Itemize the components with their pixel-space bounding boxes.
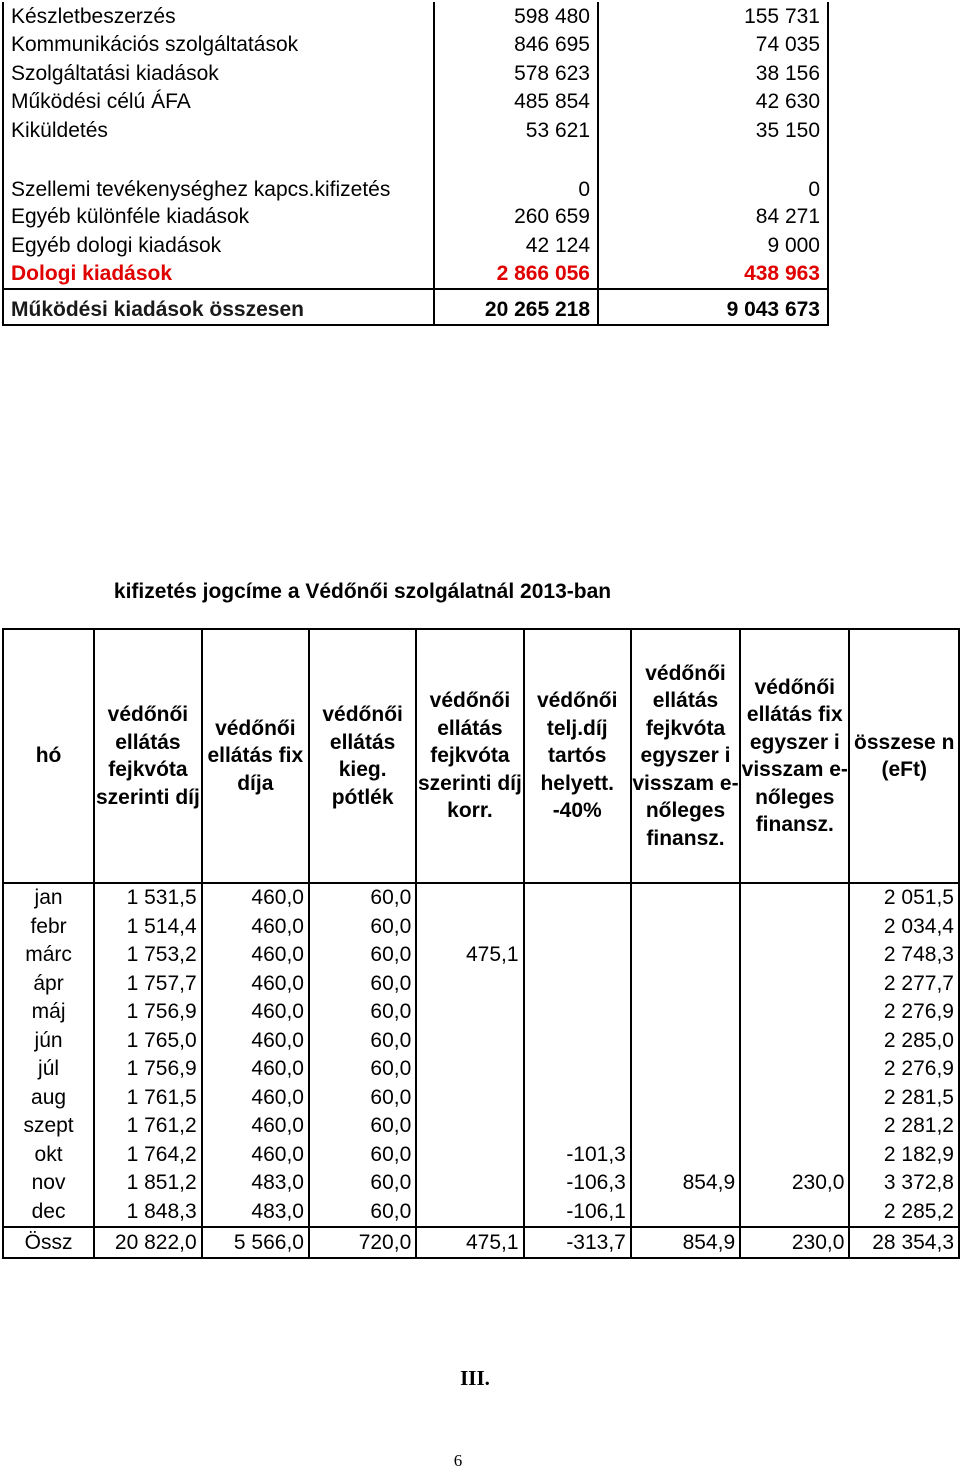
month-cell: jan (3, 883, 94, 913)
value-cell (740, 1084, 849, 1113)
row-label: Egyéb különféle kiadások (3, 203, 434, 232)
value-cell (416, 998, 523, 1027)
table-row (3, 1112, 959, 1141)
row-value: 84 271 (598, 203, 828, 232)
table-row (3, 260, 828, 289)
table-row (3, 116, 828, 145)
month-cell: júl (3, 1055, 94, 1084)
value-cell: 2 285,2 (849, 1198, 959, 1228)
value-cell (524, 941, 631, 970)
value-cell (524, 998, 631, 1027)
total-value: -313,7 (524, 1227, 631, 1258)
value-cell: 475,1 (416, 941, 523, 970)
table-row (3, 970, 959, 999)
table-row (3, 913, 959, 942)
value-cell: 2 277,7 (849, 970, 959, 999)
value-cell (740, 1027, 849, 1056)
value-cell (416, 883, 523, 913)
value-cell (631, 1112, 740, 1141)
value-cell: 483,0 (202, 1198, 309, 1228)
column-header: védőnői ellátás fejkvóta egyszer i visszam e-nőleges finansz. (631, 629, 740, 883)
table-row (3, 203, 828, 232)
row-value: 155 731 (598, 2, 828, 31)
row-value: 578 623 (434, 59, 598, 88)
column-header: védőnői ellátás kieg. pótlék (309, 629, 416, 883)
total-value: 28 354,3 (849, 1227, 959, 1258)
table-row (3, 1027, 959, 1056)
value-cell: 483,0 (202, 1169, 309, 1198)
page-number: 6 (453, 1451, 463, 1470)
value-cell: 460,0 (202, 1084, 309, 1113)
table-row (3, 59, 828, 88)
column-header: összese n (eFt) (849, 629, 959, 883)
value-cell: 60,0 (309, 1055, 416, 1084)
value-cell: 460,0 (202, 1112, 309, 1141)
value-cell (416, 1198, 523, 1228)
month-cell: dec (3, 1198, 94, 1228)
month-cell: aug (3, 1084, 94, 1113)
month-cell: okt (3, 1141, 94, 1170)
value-cell (631, 1084, 740, 1113)
value-cell: 854,9 (631, 1169, 740, 1198)
row-value: 20 265 218 (434, 289, 598, 325)
column-header: védőnői ellátás fejkvóta szerinti díj (94, 629, 202, 883)
expenses-table (2, 2, 829, 326)
table-row (3, 31, 828, 60)
value-cell: 2 281,5 (849, 1084, 959, 1113)
month-cell: szept (3, 1112, 94, 1141)
value-cell: 1 757,7 (94, 970, 202, 999)
table-row (3, 941, 959, 970)
value-cell: 1 514,4 (94, 913, 202, 942)
value-cell: 1 765,0 (94, 1027, 202, 1056)
column-header: védőnői telj.díj tartós helyett. -40% (524, 629, 631, 883)
monthly-payments-table (2, 628, 960, 1259)
value-cell (524, 1055, 631, 1084)
value-cell (416, 1141, 523, 1170)
value-cell (524, 1112, 631, 1141)
row-label: Szolgáltatási kiadások (3, 59, 434, 88)
row-label: Kommunikációs szolgáltatások (3, 31, 434, 60)
row-value: 598 480 (434, 2, 598, 31)
value-cell: 460,0 (202, 1141, 309, 1170)
table-row (3, 1169, 959, 1198)
month-cell: ápr (3, 970, 94, 999)
value-cell: 60,0 (309, 1084, 416, 1113)
row-label: Egyéb dologi kiadások (3, 231, 434, 260)
value-cell (524, 883, 631, 913)
row-value: 485 854 (434, 88, 598, 117)
value-cell: 2 748,3 (849, 941, 959, 970)
value-cell (740, 1055, 849, 1084)
row-label: Dologi kiadások (3, 260, 434, 289)
row-value: 260 659 (434, 203, 598, 232)
value-cell: 60,0 (309, 883, 416, 913)
table-header-row (3, 629, 959, 883)
value-cell: 2 276,9 (849, 1055, 959, 1084)
row-value: 9 000 (598, 231, 828, 260)
row-value: 53 621 (434, 116, 598, 145)
row-value: 0 (598, 145, 828, 203)
value-cell (631, 941, 740, 970)
value-cell: 1 761,5 (94, 1084, 202, 1113)
row-value: 38 156 (598, 59, 828, 88)
value-cell: 1 756,9 (94, 998, 202, 1027)
value-cell: 1 761,2 (94, 1112, 202, 1141)
value-cell: 460,0 (202, 941, 309, 970)
column-header: védőnői ellátás fejkvóta szerinti díj korr. (416, 629, 523, 883)
value-cell: 2 051,5 (849, 883, 959, 913)
value-cell (524, 913, 631, 942)
value-cell (416, 1112, 523, 1141)
row-value: 9 043 673 (598, 289, 828, 325)
value-cell: 60,0 (309, 941, 416, 970)
column-header: védőnői ellátás fix díja (202, 629, 309, 883)
total-value: 230,0 (740, 1227, 849, 1258)
value-cell: 60,0 (309, 1169, 416, 1198)
value-cell (416, 913, 523, 942)
value-cell: 1 848,3 (94, 1198, 202, 1228)
column-header: védőnői ellátás fix egyszer i visszam e-nőleges finansz. (740, 629, 849, 883)
column-header: hó (3, 629, 94, 883)
chapter-mark: III. (460, 1366, 490, 1390)
value-cell: 3 372,8 (849, 1169, 959, 1198)
row-label: Készletbeszerzés (3, 2, 434, 31)
total-value: 5 566,0 (202, 1227, 309, 1258)
value-cell (524, 1084, 631, 1113)
row-value: 2 866 056 (434, 260, 598, 289)
value-cell (416, 1027, 523, 1056)
table-row (3, 1141, 959, 1170)
table-row (3, 231, 828, 260)
value-cell (631, 1027, 740, 1056)
total-value: 475,1 (416, 1227, 523, 1258)
value-cell: -101,3 (524, 1141, 631, 1170)
month-cell: febr (3, 913, 94, 942)
value-cell: 60,0 (309, 970, 416, 999)
value-cell: -106,1 (524, 1198, 631, 1228)
value-cell: 60,0 (309, 1141, 416, 1170)
row-label: Szellemi tevékenységhez kapcs.kifizetés (3, 145, 434, 203)
table-row (3, 883, 959, 913)
value-cell (631, 1141, 740, 1170)
value-cell: 460,0 (202, 998, 309, 1027)
table-row (3, 1055, 959, 1084)
row-label: Kiküldetés (3, 116, 434, 145)
value-cell (740, 970, 849, 999)
value-cell (740, 1112, 849, 1141)
value-cell (631, 883, 740, 913)
table-row (3, 2, 828, 31)
value-cell: 460,0 (202, 1055, 309, 1084)
value-cell: 2 034,4 (849, 913, 959, 942)
row-value: 846 695 (434, 31, 598, 60)
value-cell (740, 1198, 849, 1228)
value-cell: 1 756,9 (94, 1055, 202, 1084)
table-row (3, 1198, 959, 1228)
value-cell: 1 851,2 (94, 1169, 202, 1198)
row-label: Működési kiadások összesen (3, 289, 434, 325)
row-label: Működési célú ÁFA (3, 88, 434, 117)
value-cell (631, 998, 740, 1027)
month-cell: máj (3, 998, 94, 1027)
value-cell: 230,0 (740, 1169, 849, 1198)
value-cell: -106,3 (524, 1169, 631, 1198)
value-cell: 2 285,0 (849, 1027, 959, 1056)
value-cell (631, 913, 740, 942)
value-cell: 1 764,2 (94, 1141, 202, 1170)
value-cell (524, 970, 631, 999)
value-cell: 2 281,2 (849, 1112, 959, 1141)
value-cell: 60,0 (309, 913, 416, 942)
value-cell (631, 1055, 740, 1084)
table-row (3, 88, 828, 117)
value-cell (740, 1141, 849, 1170)
table-row (3, 289, 828, 325)
value-cell (416, 1169, 523, 1198)
value-cell (740, 998, 849, 1027)
value-cell: 2 276,9 (849, 998, 959, 1027)
total-value: 20 822,0 (94, 1227, 202, 1258)
month-cell: jún (3, 1027, 94, 1056)
value-cell: 60,0 (309, 1112, 416, 1141)
value-cell (416, 1055, 523, 1084)
row-value: 438 963 (598, 260, 828, 289)
value-cell (416, 1084, 523, 1113)
value-cell: 60,0 (309, 1198, 416, 1228)
table-row (3, 998, 959, 1027)
value-cell (740, 883, 849, 913)
value-cell: 460,0 (202, 970, 309, 999)
section-title: kifizetés jogcíme a Védőnői szolgálatnál 2013-ban (113, 580, 612, 603)
value-cell: 460,0 (202, 1027, 309, 1056)
value-cell (416, 970, 523, 999)
value-cell: 2 182,9 (849, 1141, 959, 1170)
total-value: 854,9 (631, 1227, 740, 1258)
table-row (3, 145, 828, 203)
value-cell (631, 970, 740, 999)
value-cell (740, 941, 849, 970)
row-value: 0 (434, 145, 598, 203)
value-cell: 60,0 (309, 998, 416, 1027)
month-cell: márc (3, 941, 94, 970)
row-value: 42 124 (434, 231, 598, 260)
row-value: 35 150 (598, 116, 828, 145)
row-value: 74 035 (598, 31, 828, 60)
total-value: 720,0 (309, 1227, 416, 1258)
month-cell: nov (3, 1169, 94, 1198)
value-cell: 1 531,5 (94, 883, 202, 913)
value-cell (524, 1027, 631, 1056)
value-cell (631, 1198, 740, 1228)
value-cell: 460,0 (202, 913, 309, 942)
value-cell (740, 913, 849, 942)
value-cell: 60,0 (309, 1027, 416, 1056)
row-value: 42 630 (598, 88, 828, 117)
total-label: Össz (3, 1227, 94, 1258)
value-cell: 1 753,2 (94, 941, 202, 970)
value-cell: 460,0 (202, 883, 309, 913)
table-row (3, 1084, 959, 1113)
total-row (3, 1227, 959, 1258)
